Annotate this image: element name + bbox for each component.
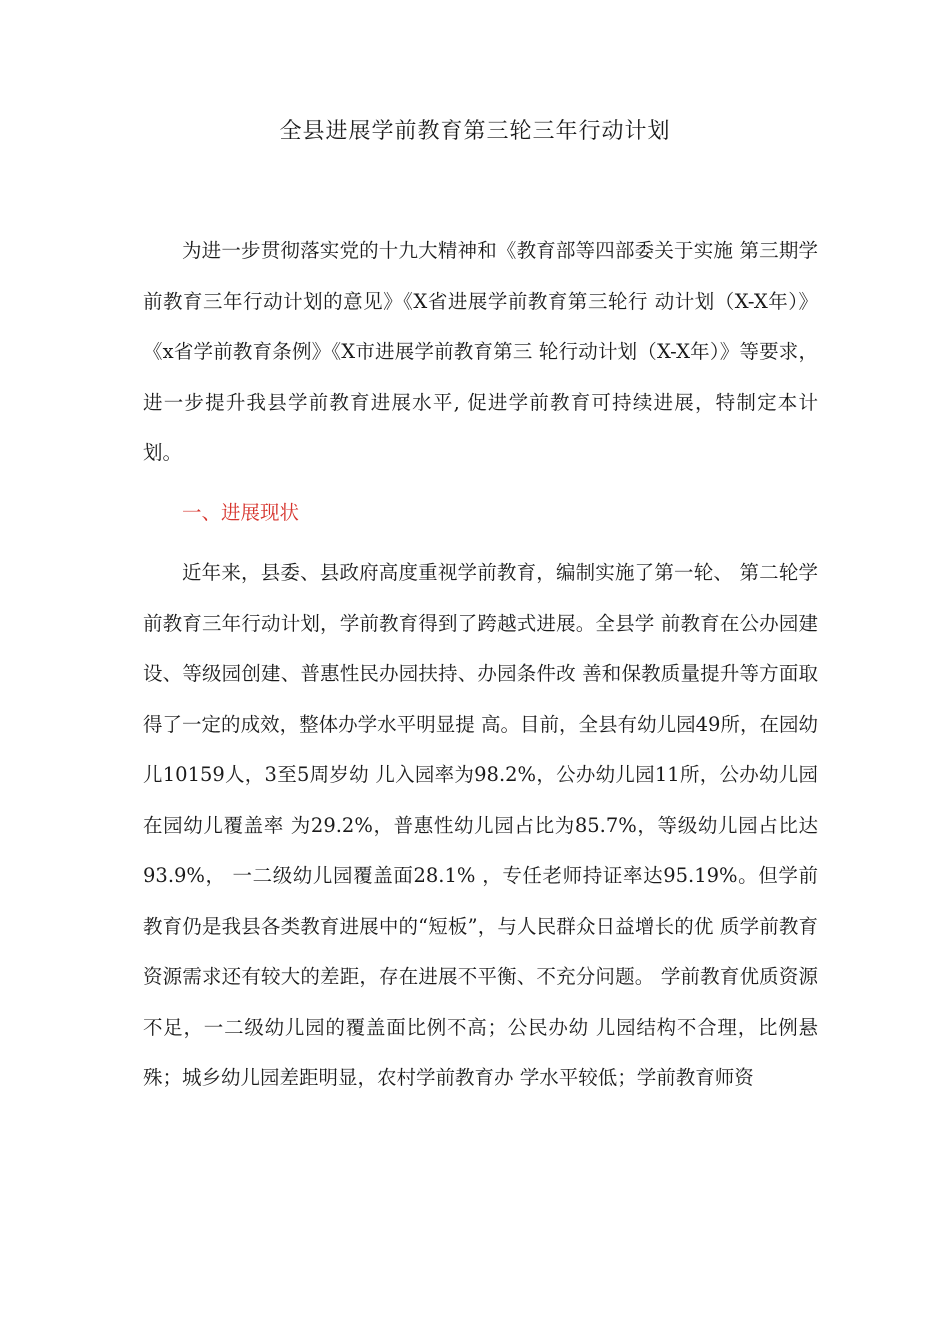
intro-paragraph: 为进一步贯彻落实党的十九大精神和《教育部等四部委关于实施 第三期学前教育三年行动计划的意见》《X省进展学前教育第三轮行 动计划（X-X年）》《x省学前教育条例》《X市进展学前教育第三 轮行动计划（X-X年）》等要求，进一步提升我县学前教育进展水平, 促进学前教育可持续进展，特制定本计划。	[143, 239, 818, 464]
status-paragraph: 近年来，县委、县政府高度重视学前教育，编制实施了第一轮、 第二轮学前教育三年行动计划，学前教育得到了跨越式进展。全县学 前教育在公办园建设、等级园创建、普惠性民办园扶持、办园条件改 善和保教质量提升等方面取得了一定的成效，整体办学水平明显提 高。目前，全县有幼儿园49所，在园幼儿10159人，3至5周岁幼 儿入园率为98.2%，公办幼儿园11所，公办幼儿园在园幼儿覆盖率 为29.2%，普惠性幼儿园占比为85.7%，等级幼儿园占比达93.9%， 一二级幼儿园覆盖面28.1% ，专任老师持证率达95.19%。但学前 教育仍是我县各类教育进展中的“短板”，与人民群众日益增长的优 质学前教育资源需求还有较大的差距，存在进展不平衡、不充分问题。 学前教育优质资源不足，一二级幼儿园的覆盖面比例不高；公民办幼 儿园结构不合理，比例悬殊；城乡幼儿园差距明显，农村学前教育办 学水平较低；学前教育师资	[143, 561, 818, 1089]
section-heading-status: 一、进展现状	[182, 501, 300, 524]
document-title: 全县进展学前教育第三轮三年行动计划	[279, 119, 671, 144]
